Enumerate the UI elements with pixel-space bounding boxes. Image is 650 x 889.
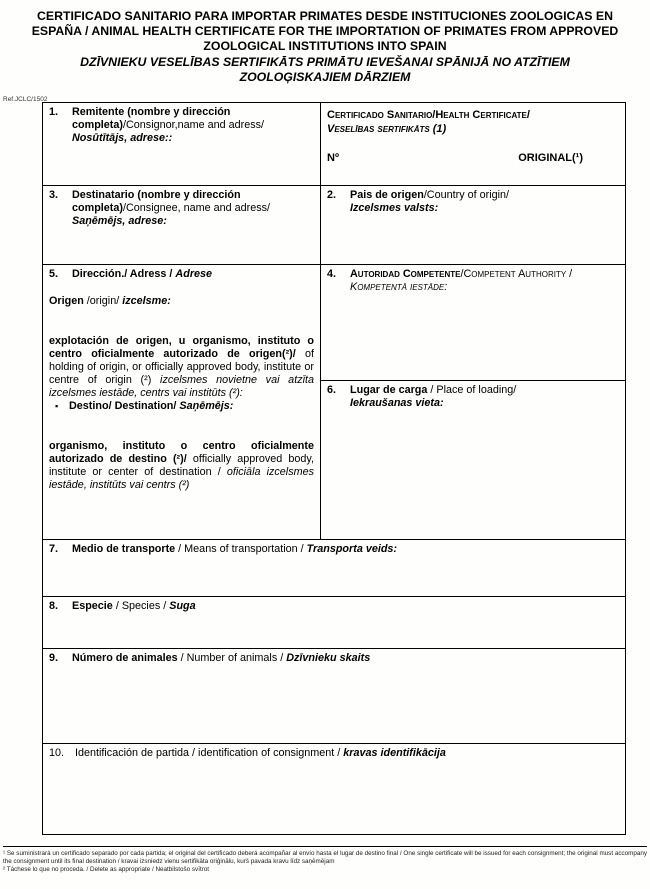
box-5-para2-en: officially approved body, institute or center of destination / — [49, 453, 314, 478]
box-1-number: 1. — [49, 106, 59, 118]
box-7-means-of-transport — [43, 540, 626, 597]
box-9-label — [72, 652, 619, 665]
box-4-content — [327, 268, 619, 294]
box-4-label-es: Autoridad Competente — [350, 268, 461, 280]
box-9-label-en: / Number of animals / — [177, 652, 287, 664]
certificate-title-lv: Veselības sertifikāts (1) — [327, 123, 447, 135]
box-5-title — [72, 268, 314, 281]
reference-number: Ref.JCLC/1502 — [3, 96, 48, 103]
footnote-divider — [3, 846, 647, 847]
box-3-label-lv: Saņēmējs, adrese: — [72, 215, 167, 227]
box-4-label — [350, 268, 619, 294]
box-10-label-es: Identificación de partida — [75, 747, 190, 759]
box-8-number: 8. — [49, 600, 59, 612]
box-5-para2-lv: oficiāla izcelsmes iestāde, institūts vai centrs (²) — [49, 466, 314, 491]
box-1-consignor — [43, 103, 321, 186]
box-8-species — [43, 597, 626, 649]
box-3-number: 3. — [49, 189, 59, 201]
box-5-para1-lv: izcelsmes novietne vai atzīta izcelsmes iestāde, centrs vai institūts (²): — [49, 374, 314, 399]
box-2-label-en: /Country of origin/ — [423, 189, 510, 201]
box-2-number: 2. — [327, 189, 337, 201]
document-title — [29, 0, 621, 85]
box-6-label — [350, 384, 619, 410]
box-7-label-es: Medio de transporte — [72, 543, 176, 555]
certificate-number-row — [327, 152, 619, 165]
box-3-consignee — [43, 186, 321, 265]
box-4-label-lv: Kompetentā iestāde: — [350, 281, 448, 293]
form-row-6 — [43, 597, 626, 649]
box-2-content — [327, 189, 619, 215]
footnotes — [3, 850, 648, 875]
box-9-label-lv: Dzīvnieku skaits — [286, 652, 371, 664]
box-2-country-of-origin — [321, 186, 626, 265]
box-7-label-en: / Means of transportation / — [175, 543, 307, 555]
box-2-label-es: Pais de origen — [350, 189, 424, 201]
box-6-place-of-loading — [321, 381, 626, 540]
box-8-label — [72, 600, 619, 613]
box-1-label-es: Remitente (nombre y dirección completa) — [72, 106, 231, 131]
document-title-es-en: CERTIFICADO SANITARIO PARA IMPORTAR PRIMATES DESDE INSTITUCIONES ZOOLOGICAS EN ESPAÑA / ANIMAL HEALTH CERTIFICATE FOR THE IMPORTATION OF PRIMATES FROM APPROVED ZOOLOGICAL INSTITUTIONS INTO SPAIN — [31, 9, 619, 53]
box-6-label-lv: Iekraušanas vieta: — [350, 397, 444, 409]
box-1-label — [72, 106, 280, 145]
form-row-1 — [43, 103, 626, 186]
square-bullet-icon: ▪ — [55, 401, 59, 411]
box-2-label — [350, 189, 619, 215]
box-7-label — [72, 543, 619, 556]
box-3-content — [49, 189, 314, 228]
box-7-number: 7. — [49, 543, 59, 555]
form-row-3 — [43, 265, 626, 381]
box-4-label-en: /Competent Authority / — [460, 268, 573, 280]
box-5-origin-en: /origin/ — [86, 295, 123, 307]
box-10-label-en: / identification of consignment / — [189, 747, 344, 759]
form-row-8 — [43, 744, 626, 835]
box-1-label-en: /Consignor,name and adress/ — [123, 119, 265, 131]
box-10-number: 10. — [49, 747, 65, 759]
box-5-origin-lv: izcelsme: — [122, 295, 171, 307]
box-5-origin-paragraph — [49, 335, 314, 400]
box-5-para2-es: organismo, instituto o centro oficialmente autorizado de destino (²)/ — [49, 440, 314, 465]
form-row-7 — [43, 649, 626, 744]
box-2-label-lv: Izcelsmes valsts: — [350, 202, 439, 214]
box-6-label-es: Lugar de carga — [350, 384, 428, 396]
box-9-number: 9. — [49, 652, 59, 664]
box-5-destination-paragraph — [49, 440, 314, 492]
box-5-title-es-en: Dirección./ Adress / — [72, 268, 176, 280]
box-8-content — [49, 600, 619, 613]
certificate-original-label: ORIGINAL(¹) — [518, 152, 583, 164]
box-7-label-lv: Transporta veids: — [306, 543, 398, 555]
box-6-label-en: / Place of loading/ — [427, 384, 517, 396]
box-5-title-row — [49, 268, 314, 281]
box-7-content — [49, 543, 619, 556]
box-5-destination-heading — [49, 400, 314, 413]
certificate-title-es-en: Certificado Sanitario/Health Certificate/ — [327, 109, 530, 121]
box-5-origin-es: Origen — [49, 295, 87, 307]
box-5-address — [43, 265, 321, 540]
box-8-label-en: / Species / — [112, 600, 170, 612]
box-3-label — [72, 189, 280, 228]
box-1-content — [49, 106, 314, 145]
box-3-label-es: Destinatario (nombre y dirección completa) — [72, 189, 241, 214]
box-9-number-of-animals — [43, 649, 626, 744]
box-8-label-lv: Suga — [169, 600, 196, 612]
certificate-form-table — [42, 102, 626, 835]
box-10-consignment-identification — [43, 744, 626, 835]
box-9-content — [49, 652, 619, 665]
box-1-label-lv: Nosūtītājs, adrese:: — [72, 132, 173, 144]
document-title-lv: DZĪVNIEKU VESELĪBAS SERTIFIKĀTS PRIMĀTU IEVEŠANAI SPĀNIJĀ NO ATZĪTIEM ZOOLOĢISKAJIEM DĀRZIEM — [80, 55, 570, 84]
box-10-content — [49, 747, 619, 760]
box-9-label-es: Número de animales — [72, 652, 178, 664]
box-5-number: 5. — [49, 268, 59, 280]
box-5-dest-lv: Saņēmējs: — [179, 400, 234, 412]
certificate-title — [327, 108, 619, 136]
box-4-competent-authority — [321, 265, 626, 381]
footnote-1: ¹ Se suministrará un certificado separado por cada partida; el original del certificado deberá acompañar al envío hasta el lugar de destino final / One single certificate will be issued for each consignment; the original must accompany the consignment until its final destination / kravai izsniedz vienu sertifikāta oriģinālu, kurš pavada kravu līdz saņēmējam — [3, 850, 648, 865]
box-5-para1-es: explotación de origen, u organismo, instituto o centro oficialmente autorizado de origen(²)/ — [49, 335, 314, 360]
box-5-para1-en: of holding of origin, or officially approved body, institute or centre of origin (²) — [49, 348, 314, 386]
box-6-content — [327, 384, 619, 410]
box-5-title-lv: Adrese — [175, 268, 213, 280]
box-10-label — [75, 747, 619, 760]
box-5-origin-heading — [49, 295, 314, 308]
form-row-5 — [43, 540, 626, 597]
box-5-dest-es-en: Destino/ Destination/ — [69, 400, 180, 412]
box-6-number: 6. — [327, 384, 337, 396]
box-4-number: 4. — [327, 268, 337, 280]
box-8-label-es: Especie — [72, 600, 113, 612]
box-3-label-en: /Consignee, name and adress/ — [123, 202, 271, 214]
box-certificate-header — [321, 103, 626, 186]
certificate-number-label: Nº — [327, 152, 339, 164]
form-row-2 — [43, 186, 626, 265]
box-10-label-lv: kravas identifikācija — [343, 747, 446, 759]
box-5-destination-label — [69, 400, 233, 413]
footnote-2: ² Táchese lo que no proceda. / Delete as appropriate / Neatbilstošo svītrot — [3, 866, 210, 874]
